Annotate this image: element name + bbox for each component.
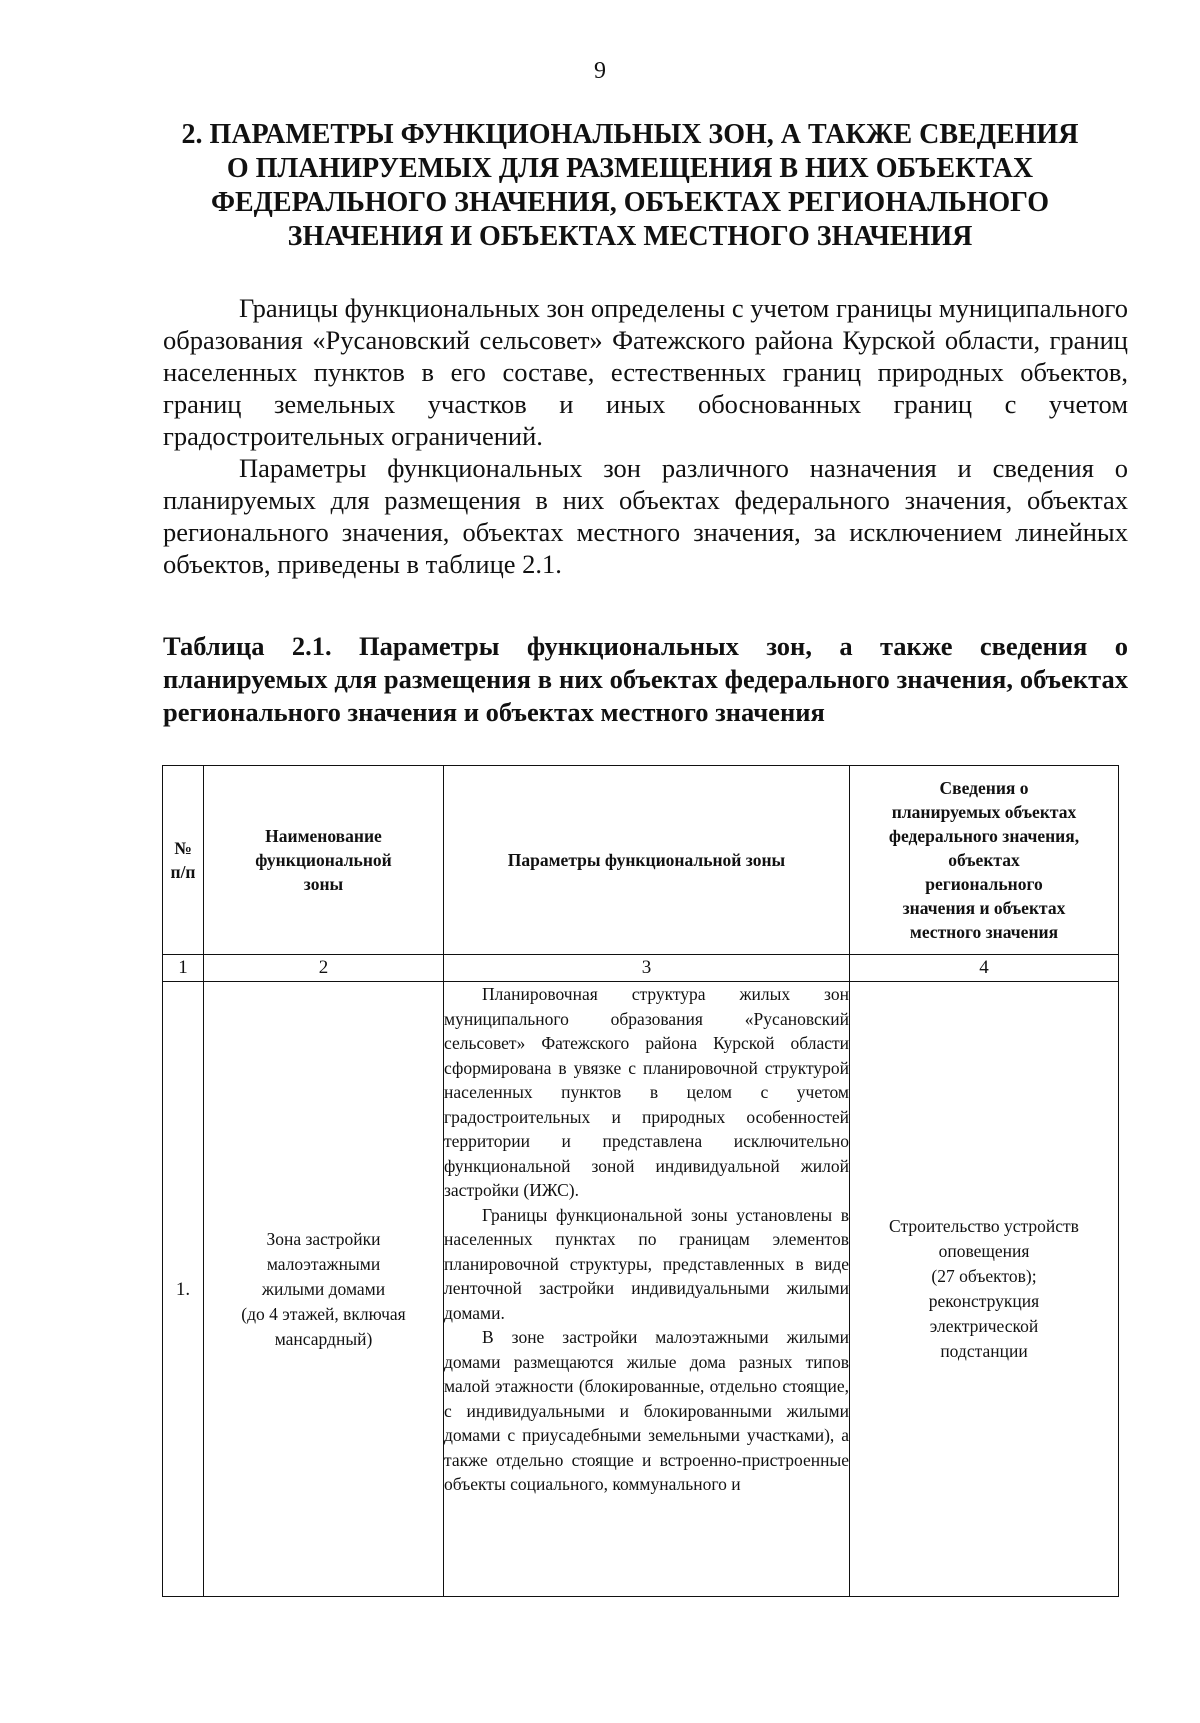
zone-name-line: мансардный) [274, 1328, 373, 1349]
header-num-line: п/п [170, 862, 196, 882]
header-info-line: объектах [948, 850, 1020, 870]
section-title-line: 2. ПАРАМЕТРЫ ФУНКЦИОНАЛЬНЫХ ЗОН, А ТАКЖЕ СВЕДЕНИЯ [181, 119, 1079, 150]
zone-parameters-paragraph: В зоне застройки малоэтажными жилыми домами размещаются жилые дома разных типов малой этажности (блокированные, отдельно стоящие, с индивидуальными и блокированными жилыми домами с приусадебными земельными участками), а также отдельно стоящие и встроенно-пристроенные объекты социального, коммунального и [444, 1327, 849, 1494]
column-number: 2 [204, 955, 444, 982]
zones-table [162, 765, 1119, 1597]
header-name-line: функциональной [255, 850, 392, 870]
column-number: 1 [163, 955, 204, 982]
table-row [163, 982, 1119, 1597]
section-title-line: ФЕДЕРАЛЬНОГО ЗНАЧЕНИЯ, ОБЪЕКТАХ РЕГИОНАЛЬНОГО [210, 187, 1050, 218]
zone-name-line: жилыми домами [261, 1278, 386, 1299]
section-title-line: ЗНАЧЕНИЯ И ОБЪЕКТАХ МЕСТНОГО ЗНАЧЕНИЯ [287, 221, 973, 252]
table-header-row [163, 766, 1119, 955]
planned-objects-line: оповещения [938, 1241, 1030, 1261]
planned-objects-line: реконструкция [928, 1291, 1040, 1311]
header-info-line: федерального значения, [888, 826, 1080, 846]
header-info-line: местного значения [909, 922, 1059, 942]
zone-name-line: (до 4 этажей, включая [241, 1303, 406, 1324]
intro-paragraph: Границы функциональных зон определены с учетом границы муниципального образования «Русановский сельсовет» Фатежского района Курской области, границ населенных пунктов в его составе, естественных границ природных объектов, границ земельных участков и иных обоснованных границ с учетом градостроительных ограничений. [163, 293, 1128, 451]
planned-objects-line: подстанции [940, 1341, 1028, 1361]
header-params: Параметры функциональной зоны [444, 766, 850, 955]
zone-name-line: Зона застройки [266, 1228, 381, 1249]
zone-parameters [444, 982, 850, 1597]
page-number: 9 [594, 58, 606, 84]
planned-objects-line: Строительство устройств [889, 1216, 1079, 1236]
planned-objects-line: (27 объектов); [931, 1266, 1037, 1286]
header-info-line: Сведения о [939, 778, 1029, 798]
zone-parameters-paragraph: Границы функциональной зоны установлены в населенных пунктах по границам элементов планировочной структуры, представленных в виде ленточной застройки индивидуальными жилыми домами. [444, 1204, 849, 1323]
zone-name-line: малоэтажными [266, 1253, 381, 1274]
planned-objects-line: электрической [929, 1316, 1039, 1336]
header-name-line: Наименование [265, 826, 382, 846]
column-number: 4 [850, 955, 1119, 982]
row-number: 1. [163, 982, 204, 1597]
column-number: 3 [444, 955, 850, 982]
header-num [163, 766, 204, 955]
header-info-line: планируемых объектах [891, 802, 1077, 822]
zone-name [204, 982, 444, 1597]
header-name [204, 766, 444, 955]
column-number-row [163, 955, 1119, 982]
header-num-line: № [174, 838, 192, 858]
planned-objects-info [850, 982, 1119, 1597]
intro-paragraph: Параметры функциональных зон различного назначения и сведения о планируемых для размещения в них объектах федерального значения, объектах регионального значения, объектах местного значения, за исключением линейных объектов, приведены в таблице 2.1. [163, 453, 1128, 579]
header-name-line: зоны [303, 874, 344, 894]
zone-parameters-paragraph: Планировочная структура жилых зон муниципального образования «Русановский сельсовет» Фатежского района Курской области сформирована в увязке с планировочной структурой населенных пунктов в целом с учетом градостроительных и природных особенностей территории и представлена исключительно функциональной зоной индивидуальной жилой застройки (ИЖС). [444, 984, 849, 1200]
header-info-line: значения и объектах [902, 898, 1066, 918]
header-info [850, 766, 1119, 955]
table-caption: Таблица 2.1. Параметры функциональных зон, а также сведения о планируемых для размещения в них объектах федерального значения, объектах регионального значения и объектах местного значения [163, 631, 1128, 727]
header-info-line: регионального [925, 874, 1043, 894]
intro-text [163, 292, 1128, 580]
section-title-line: О ПЛАНИРУЕМЫХ ДЛЯ РАЗМЕЩЕНИЯ В НИХ ОБЪЕКТАХ [226, 153, 1034, 184]
section-title [150, 118, 1110, 254]
